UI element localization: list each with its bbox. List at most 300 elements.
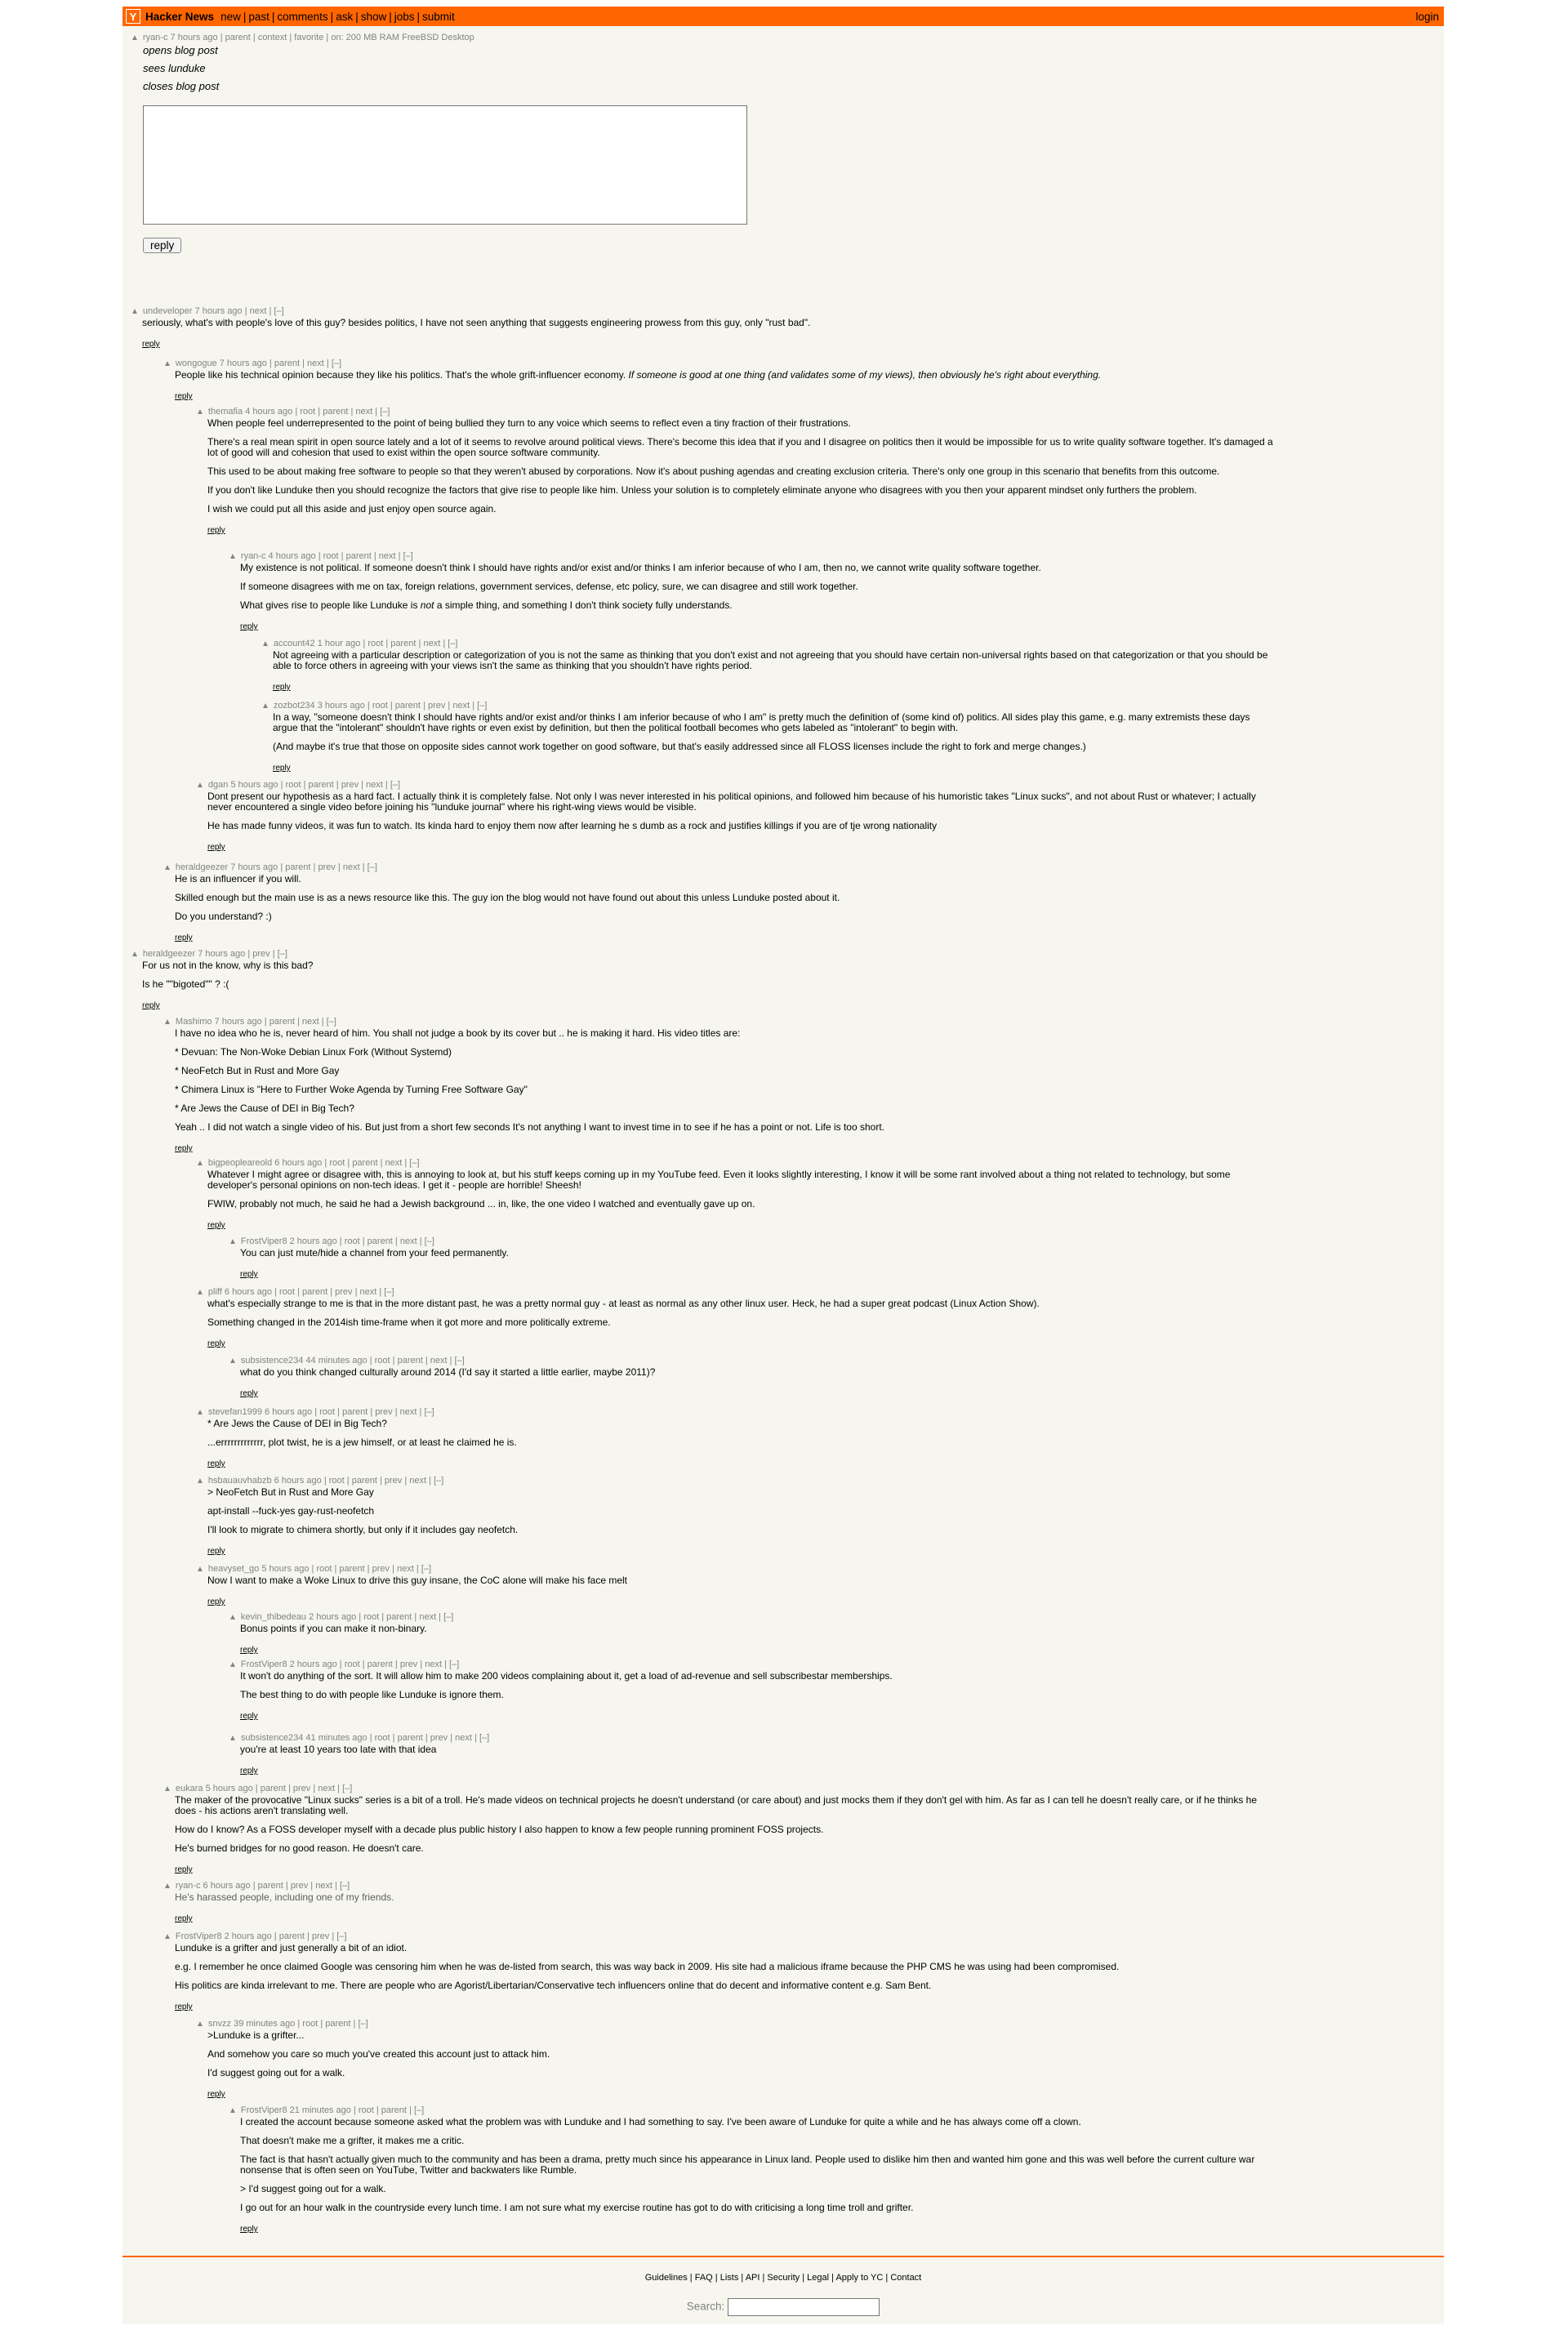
- reply-link[interactable]: reply: [273, 764, 291, 773]
- comment-text: >Lunduke is a grifter...: [207, 2029, 305, 2041]
- comment-link-prev[interactable]: prev: [292, 1784, 311, 1793]
- reply-link[interactable]: reply: [207, 1339, 225, 1348]
- comment-text: I'll look to migrate to chimera shortly, but only if it includes gay neofetch.: [207, 1524, 519, 1535]
- reply-link[interactable]: reply: [207, 1597, 225, 1606]
- comment: [229, 1354, 1274, 1398]
- reply-row: [207, 1544, 1274, 1556]
- comment-link-parent[interactable]: parent: [351, 1476, 377, 1486]
- footer-link-contact[interactable]: Contact: [890, 2273, 922, 2283]
- comment-link-next[interactable]: next: [399, 1236, 417, 1246]
- reply-link[interactable]: reply: [240, 1270, 258, 1279]
- comment-age[interactable]: 7 hours ago: [214, 1017, 262, 1027]
- comment-link-prev[interactable]: prev: [311, 1931, 330, 1941]
- nav-link-show[interactable]: show: [360, 10, 387, 23]
- footer-link-api[interactable]: API: [745, 2273, 760, 2283]
- comment-user[interactable]: FrostViper8: [240, 2105, 287, 2115]
- footer-link-apply-to-yc[interactable]: Apply to YC: [835, 2273, 884, 2283]
- reply-textarea[interactable]: [143, 105, 747, 225]
- reply-row: [207, 1218, 1274, 1230]
- comment-text: People like his technical opinion because they like his politics. That's the whole grift-influencer economy. If someone is good at one thing (and validates some of my views), then obviously he's right about everything.: [175, 369, 1102, 381]
- footer-link-lists[interactable]: Lists: [719, 2273, 739, 2283]
- reply-row: [175, 1862, 1274, 1874]
- comment-user[interactable]: heraldgeezer: [175, 862, 229, 872]
- reply-link[interactable]: reply: [175, 1144, 193, 1153]
- upvote-arrow-icon[interactable]: ▲: [131, 950, 139, 959]
- nav-link-new[interactable]: new: [220, 10, 241, 23]
- collapse-toggle[interactable]: [–]: [380, 407, 390, 417]
- footer-link-security[interactable]: Security: [767, 2273, 800, 2283]
- upvote-arrow-icon[interactable]: ▲: [196, 1159, 204, 1168]
- comment-link-prev[interactable]: prev: [290, 1881, 309, 1891]
- comment-link-prev[interactable]: prev: [318, 862, 336, 872]
- collapse-toggle[interactable]: [–]: [336, 1931, 347, 1941]
- comment-link-next[interactable]: next: [378, 551, 396, 561]
- comment-link-next[interactable]: next: [425, 1660, 443, 1669]
- collapse-toggle[interactable]: [–]: [342, 1784, 353, 1793]
- comment-age[interactable]: 44 minutes ago: [305, 1356, 368, 1365]
- upvote-arrow-icon[interactable]: ▲: [196, 2020, 204, 2029]
- comment-age[interactable]: 5 hours ago: [261, 1564, 310, 1574]
- comment-link-parent[interactable]: parent: [274, 359, 301, 368]
- upvote-arrow-icon[interactable]: ▲: [131, 33, 139, 42]
- collapse-toggle[interactable]: [–]: [421, 1564, 431, 1574]
- comment-body: [163, 370, 1274, 401]
- reply-row: [207, 2087, 1274, 2099]
- reply-link[interactable]: reply: [175, 2003, 193, 2011]
- upvote-arrow-icon[interactable]: ▲: [261, 639, 270, 648]
- comment-link-parent[interactable]: parent: [367, 1236, 393, 1246]
- search-input[interactable]: [728, 2298, 880, 2316]
- comment-link-parent[interactable]: parent: [397, 1356, 423, 1365]
- comment-text: There's a real mean spirit in open source lately and a lot of it seems to revolve around political views. There's become this idea that if you and I disagree on politics then it would be impossible for us to write quality software together. It's damaged a lot of good will and cohesion that used to exist within the open source software community.: [207, 436, 1273, 458]
- comment-age[interactable]: 7 hours ago: [219, 359, 267, 368]
- upvote-arrow-icon[interactable]: ▲: [196, 781, 204, 790]
- comment-text: * Chimera Linux is "Here to Further Woke Agenda by Turning Free Software Gay": [175, 1084, 528, 1095]
- site-name-link[interactable]: Hacker News: [145, 10, 215, 23]
- comment-link-next[interactable]: next: [366, 780, 383, 790]
- comment-user[interactable]: heavyset_go: [207, 1564, 260, 1574]
- comment-age[interactable]: 6 hours ago: [203, 1881, 251, 1891]
- comment-link-prev[interactable]: prev: [335, 1287, 353, 1297]
- comment-link-root[interactable]: root: [344, 1660, 360, 1669]
- comment-text: The fact is that hasn't actually given much to the community and has been a drama, pretty much since his appearance in Linux land. People used to dislike him then and wanted him gone and this was well before the current culture war nonsense that is often seen on YouTube, Twitter and backwaters like Rumble.: [240, 2154, 1255, 2176]
- comment-link-prev[interactable]: prev: [372, 1564, 390, 1574]
- reply-link[interactable]: reply: [207, 1459, 225, 1468]
- comment: [196, 1285, 1274, 1348]
- comment-age[interactable]: 5 hours ago: [205, 1784, 253, 1793]
- comment-header: ▲ heraldgeezer 7 hours ago | parent | prev | next | [–]: [163, 862, 377, 872]
- comment-user[interactable]: pliff: [207, 1287, 222, 1297]
- comment-link-parent[interactable]: parent: [301, 1287, 328, 1297]
- collapse-toggle[interactable]: [–]: [277, 949, 287, 959]
- upvote-arrow-icon[interactable]: ▲: [163, 1932, 172, 1941]
- nav-link-comments[interactable]: comments: [277, 10, 328, 23]
- reply-link[interactable]: reply: [207, 843, 225, 852]
- reply-row: [175, 1999, 1274, 2011]
- comment: [229, 550, 1274, 631]
- upvote-arrow-icon[interactable]: ▲: [131, 307, 139, 316]
- comment-text: Do you understand? :): [175, 911, 272, 922]
- comment-age[interactable]: 5 hours ago: [230, 780, 278, 790]
- collapse-toggle[interactable]: [–]: [448, 639, 458, 648]
- comment-link-parent[interactable]: parent: [323, 407, 349, 417]
- comment-user[interactable]: zozbot234: [273, 701, 315, 711]
- comment-link-prev[interactable]: prev: [375, 1407, 393, 1417]
- comment-link-root[interactable]: root: [328, 1476, 345, 1486]
- comment-link-root[interactable]: root: [285, 780, 301, 790]
- comment-user[interactable]: account42: [273, 639, 315, 648]
- comment-user[interactable]: bigpeopleareold: [207, 1158, 273, 1168]
- reply-link[interactable]: reply: [207, 1221, 225, 1230]
- upvote-arrow-icon[interactable]: ▲: [229, 2106, 237, 2115]
- comment-text: How do I know? As a FOSS developer myself with a decade plus public history I also happen to know a few people running prominent FOSS projects.: [175, 1824, 824, 1835]
- comment-text: what do you think changed culturally around 2014 (I'd say it started a little earlier, maybe 2011)?: [240, 1366, 656, 1378]
- reply-link[interactable]: reply: [207, 526, 225, 535]
- reply-link[interactable]: reply: [175, 1914, 193, 1923]
- comment-age[interactable]: 7 hours ago: [230, 862, 278, 872]
- comment-user[interactable]: FrostViper8: [240, 1236, 287, 1246]
- collapse-toggle[interactable]: [–]: [443, 1612, 454, 1622]
- comment-link-next[interactable]: next: [249, 306, 267, 316]
- comment: [196, 1562, 1274, 1606]
- comment-age[interactable]: 1 hour ago: [317, 639, 361, 648]
- footer-link-faq[interactable]: FAQ: [694, 2273, 713, 2283]
- comment-header: ▲ pliff 6 hours ago | root | parent | prev | next | [–]: [196, 1287, 394, 1297]
- comment-link-next[interactable]: next: [359, 1287, 377, 1297]
- upvote-arrow-icon[interactable]: ▲: [229, 1613, 237, 1622]
- collapse-toggle[interactable]: [–]: [434, 1476, 444, 1486]
- comment-link-root[interactable]: root: [368, 639, 384, 648]
- comment-body: [163, 874, 1274, 942]
- comment-header: ▲ themafia 4 hours ago | root | parent | next | [–]: [196, 407, 390, 417]
- comment-link-parent[interactable]: parent: [345, 551, 372, 561]
- comment-link-root[interactable]: root: [319, 1407, 336, 1417]
- reply-link[interactable]: reply: [175, 392, 193, 401]
- comment-link-root[interactable]: root: [372, 701, 388, 711]
- upvote-arrow-icon[interactable]: ▲: [196, 408, 204, 417]
- comment-body: [163, 1795, 1274, 1874]
- reply-row: [240, 1763, 1274, 1775]
- comment-link-next[interactable]: next: [455, 1733, 472, 1743]
- nav-link-past[interactable]: past: [248, 10, 270, 23]
- upvote-arrow-icon[interactable]: ▲: [229, 552, 237, 561]
- comment-link-next[interactable]: next: [385, 1158, 403, 1168]
- comment-link-root[interactable]: root: [358, 2105, 374, 2115]
- comment-header: ▲ dgan 5 hours ago | root | parent | prev | next | [–]: [196, 780, 401, 790]
- footer-link-legal[interactable]: Legal: [807, 2273, 830, 2283]
- comment-link-next[interactable]: next: [452, 701, 470, 711]
- comment-body: [261, 712, 1274, 773]
- comment-link-parent[interactable]: parent: [390, 639, 416, 648]
- comment-link-parent[interactable]: parent: [367, 1660, 393, 1669]
- comment-user[interactable]: FrostViper8: [240, 1660, 287, 1669]
- comment-link-context[interactable]: context: [257, 33, 287, 42]
- collapse-toggle[interactable]: [–]: [477, 701, 488, 711]
- upvote-arrow-icon[interactable]: ▲: [229, 1734, 237, 1743]
- comment-text: (And maybe it's true that those on opposite sides cannot work together on good software, but that's easily addressed since all FLOSS licenses include the right to fork and merge changes.): [273, 741, 1086, 752]
- comment-link-root[interactable]: root: [300, 407, 316, 417]
- collapse-toggle[interactable]: [–]: [358, 2019, 368, 2029]
- comment-header: ▲ undeveloper 7 hours ago | next | [–]: [131, 306, 284, 316]
- comment-link-next[interactable]: next: [430, 1356, 448, 1365]
- reply-row: [175, 930, 1274, 942]
- comment-text: My existence is not political. If someone doesn't think I should have rights and/or exist and/or thinks I am inferior because of who I am, then no, we cannot write quality software together.: [240, 562, 1041, 573]
- comment-header: ▲ ryan-c 4 hours ago | root | parent | next | [–]: [229, 551, 413, 561]
- reply-row: [240, 1267, 1274, 1279]
- comment-age[interactable]: 6 hours ago: [265, 1407, 313, 1417]
- comment-link-next[interactable]: next: [409, 1476, 427, 1486]
- upvote-arrow-icon[interactable]: ▲: [196, 1477, 204, 1486]
- reply-link[interactable]: reply: [207, 2090, 225, 2099]
- nav-link-jobs[interactable]: jobs: [394, 10, 415, 23]
- comment-user[interactable]: snvzz: [207, 2019, 232, 2029]
- comment-user[interactable]: ryan-c: [142, 33, 168, 42]
- comment-header: ▲ bigpeopleareold 6 hours ago | root | parent | next | [–]: [196, 1158, 420, 1168]
- login-link[interactable]: login: [1415, 10, 1439, 23]
- comment-link-parent[interactable]: parent: [325, 2019, 351, 2029]
- comment-text: you're at least 10 years too late with that idea: [240, 1744, 437, 1755]
- comment-link-root[interactable]: root: [329, 1158, 345, 1168]
- comment-user[interactable]: eukara: [175, 1784, 203, 1793]
- comment-link-root[interactable]: root: [344, 1236, 360, 1246]
- comment-user[interactable]: undeveloper: [142, 306, 193, 316]
- collapse-toggle[interactable]: [–]: [274, 306, 284, 316]
- nav-separator: |: [416, 10, 421, 23]
- comment-age[interactable]: 3 hours ago: [317, 701, 365, 711]
- footer-link-guidelines[interactable]: Guidelines: [644, 2273, 688, 2283]
- comment-link-prev[interactable]: prev: [430, 1733, 448, 1743]
- comment-link-next[interactable]: next: [399, 1407, 417, 1417]
- comment-text: [240, 600, 1274, 611]
- comment-user[interactable]: wongogue: [175, 359, 217, 368]
- comment-link-next[interactable]: next: [342, 862, 360, 872]
- comment-user[interactable]: hsbauauvhabzb: [207, 1476, 272, 1486]
- comment-link-root[interactable]: root: [316, 1564, 332, 1574]
- reply-link[interactable]: reply: [240, 1389, 258, 1398]
- comment-link-root[interactable]: root: [363, 1612, 380, 1622]
- comment-link-prev[interactable]: prev: [427, 701, 446, 711]
- comment-link-root[interactable]: root: [374, 1356, 390, 1365]
- comment-body: [196, 1169, 1274, 1230]
- focus-line: opens blog post: [143, 44, 218, 56]
- comment-age[interactable]: 2 hours ago: [309, 1612, 357, 1622]
- upvote-arrow-icon[interactable]: ▲: [163, 1018, 172, 1027]
- upvote-arrow-icon[interactable]: ▲: [261, 702, 270, 711]
- comment: [196, 778, 1274, 852]
- reply-link[interactable]: reply: [175, 1865, 193, 1874]
- comment-text: > I'd suggest going out for a walk.: [240, 2183, 386, 2194]
- comment-user[interactable]: subsistence234: [240, 1356, 304, 1365]
- upvote-arrow-icon[interactable]: ▲: [229, 1357, 237, 1365]
- comment-link-parent[interactable]: parent: [278, 1931, 305, 1941]
- reply-row: [175, 1141, 1274, 1153]
- comment-age[interactable]: 6 hours ago: [274, 1476, 322, 1486]
- comment-link-root[interactable]: root: [374, 1733, 390, 1743]
- comment-link-root[interactable]: root: [302, 2019, 318, 2029]
- comment-user[interactable]: Mashimo: [175, 1017, 212, 1027]
- comment-user[interactable]: themafia: [207, 407, 243, 417]
- nav-link-ask[interactable]: ask: [336, 10, 354, 23]
- reply-link[interactable]: reply: [273, 683, 291, 692]
- comment-text: Not agreeing with a particular description or categorization of you is not the same as thinking that you don't exist and not agreeing that you should have certain non-universal rights based on that categorization or that you should be able to force others in agreeing with your views isn't the same as thinking that you shouldn't have rights period.: [273, 649, 1268, 671]
- comment-link-parent[interactable]: parent: [381, 2105, 407, 2115]
- comment-link-parent[interactable]: parent: [386, 1612, 412, 1622]
- comment-link-parent[interactable]: parent: [342, 1407, 368, 1417]
- collapse-toggle[interactable]: [–]: [479, 1733, 490, 1743]
- collapse-toggle[interactable]: [–]: [454, 1356, 465, 1365]
- comment-age[interactable]: 7 hours ago: [198, 949, 246, 959]
- comment-link-next[interactable]: next: [423, 639, 441, 648]
- collapse-toggle[interactable]: [–]: [390, 780, 401, 790]
- collapse-toggle[interactable]: [–]: [339, 1881, 350, 1891]
- upvote-arrow-icon[interactable]: ▲: [229, 1660, 237, 1669]
- reply-row: [240, 619, 1274, 631]
- comment-link-parent[interactable]: parent: [285, 862, 311, 872]
- reply-link[interactable]: reply: [207, 1547, 225, 1556]
- comment-age[interactable]: 7 hours ago: [170, 33, 218, 42]
- comment-link-next[interactable]: next: [355, 407, 373, 417]
- comment: [261, 699, 1274, 773]
- reply-link[interactable]: reply: [240, 1712, 258, 1721]
- comment-text: I have no idea who he is, never heard of him. You shall not judge a book by its cover but .. he is making it hard. His video titles are:: [175, 1027, 741, 1039]
- upvote-arrow-icon[interactable]: ▲: [196, 1565, 204, 1574]
- comment-user[interactable]: stevefan1999: [207, 1407, 262, 1417]
- story-title-link[interactable]: on: 200 MB RAM FreeBSD Desktop: [331, 33, 474, 42]
- comment-user[interactable]: ryan-c: [175, 1881, 201, 1891]
- upvote-arrow-icon[interactable]: ▲: [196, 1408, 204, 1417]
- top-bar: [122, 7, 1444, 26]
- comment: [163, 1930, 1274, 2011]
- focus-comment-text: [131, 44, 1444, 92]
- comment-link-parent[interactable]: parent: [225, 33, 251, 42]
- comment-link-next[interactable]: next: [396, 1564, 414, 1574]
- comment-text: That doesn't make me a grifter, it makes me a critic.: [240, 2135, 465, 2146]
- comment-text: This used to be about making free software to people so that they weren't abused by corporations. Now it's about pushing agendas and creating exclusion criteria. There's only one group in this scenario that benefits from this outcome.: [207, 466, 1220, 477]
- comment-user[interactable]: heraldgeezer: [142, 949, 196, 959]
- nav-separator: |: [330, 10, 334, 23]
- collapse-toggle[interactable]: [–]: [413, 2105, 425, 2115]
- comment: [163, 861, 1274, 942]
- comment-age[interactable]: 41 minutes ago: [305, 1733, 368, 1743]
- comment: [196, 1474, 1274, 1556]
- comment-link-parent[interactable]: parent: [308, 780, 334, 790]
- comment-age[interactable]: 2 hours ago: [289, 1236, 337, 1246]
- comment-text: Now I want to make a Woke Linux to drive this guy insane, the CoC alone will make his face melt: [207, 1575, 628, 1586]
- comment-text: seriously, what's with people's love of this guy? besides politics, I have not seen anything that suggests engineering prowess from this guy, only "rust bad".: [142, 317, 811, 328]
- comment-age[interactable]: 4 hours ago: [268, 551, 316, 561]
- comment-user[interactable]: ryan-c: [240, 551, 266, 561]
- comment-link-parent[interactable]: parent: [339, 1564, 365, 1574]
- comment-link-root[interactable]: root: [323, 551, 339, 561]
- hn-logo-icon[interactable]: Y: [126, 9, 140, 24]
- comment-link-root[interactable]: root: [278, 1287, 295, 1297]
- nav-separator: |: [389, 10, 392, 23]
- collapse-toggle[interactable]: [–]: [424, 1407, 434, 1417]
- reply-link[interactable]: reply: [240, 622, 258, 631]
- comment-user[interactable]: FrostViper8: [175, 1931, 222, 1941]
- comment-age[interactable]: 6 hours ago: [224, 1287, 272, 1297]
- collapse-toggle[interactable]: [–]: [424, 1236, 434, 1246]
- reply-button[interactable]: reply: [143, 238, 181, 253]
- collapse-toggle[interactable]: [–]: [367, 862, 377, 872]
- comment-link-next[interactable]: next: [315, 1881, 332, 1891]
- comment-link-parent[interactable]: parent: [394, 701, 421, 711]
- comment-link-next[interactable]: next: [307, 359, 324, 368]
- upvote-arrow-icon[interactable]: ▲: [163, 1784, 172, 1793]
- comment-link-next[interactable]: next: [419, 1612, 437, 1622]
- comment-link-parent[interactable]: parent: [397, 1733, 423, 1743]
- comment-age[interactable]: 2 hours ago: [224, 1931, 272, 1941]
- nav-link-submit[interactable]: submit: [422, 10, 455, 23]
- comment-user[interactable]: kevin_thibedeau: [240, 1612, 307, 1622]
- comment-body: [196, 1575, 1274, 1606]
- comment-link-prev[interactable]: prev: [384, 1476, 403, 1486]
- reply-link[interactable]: reply: [142, 340, 160, 349]
- comment-user[interactable]: dgan: [207, 780, 229, 790]
- comment-link-parent[interactable]: parent: [352, 1158, 378, 1168]
- reply-link[interactable]: reply: [142, 1001, 160, 1010]
- comment-text: It won't do anything of the sort. It will allow him to make 200 videos complaining about it, get a load of ad-revenue and sell subscribestar memberships.: [240, 1670, 893, 1682]
- comment-link-prev[interactable]: prev: [341, 780, 359, 790]
- comment-link-favorite[interactable]: favorite: [294, 33, 324, 42]
- comment-link-prev[interactable]: prev: [252, 949, 270, 959]
- comment-header: ▲ subsistence234 41 minutes ago | root | parent | prev | next | [–]: [229, 1733, 490, 1743]
- comment-header: [131, 31, 1444, 44]
- collapse-toggle[interactable]: [–]: [384, 1287, 394, 1297]
- comment-body: [163, 1028, 1274, 1153]
- comment-body: [163, 1892, 1274, 1923]
- comment-text: Lunduke is a grifter and just generally a bit of an idiot.: [175, 1942, 408, 1954]
- collapse-toggle[interactable]: [–]: [331, 359, 342, 368]
- upvote-arrow-icon[interactable]: ▲: [163, 1882, 172, 1891]
- upvote-arrow-icon[interactable]: ▲: [229, 1237, 237, 1246]
- comment-link-next[interactable]: next: [301, 1017, 319, 1027]
- comment-user[interactable]: subsistence234: [240, 1733, 304, 1743]
- comment-age[interactable]: 6 hours ago: [274, 1158, 323, 1168]
- comment: [196, 1156, 1274, 1230]
- comment-age[interactable]: 7 hours ago: [194, 306, 243, 316]
- reply-link[interactable]: reply: [240, 1766, 258, 1775]
- upvote-arrow-icon[interactable]: ▲: [163, 863, 172, 872]
- collapse-toggle[interactable]: [–]: [403, 551, 413, 561]
- comment-age[interactable]: 4 hours ago: [245, 407, 293, 417]
- upvote-arrow-icon[interactable]: ▲: [163, 359, 172, 368]
- comment-text: Is he ""bigoted"" ? :(: [142, 978, 229, 990]
- comment-text: ...errrrrrrrrrrrr, plot twist, he is a jew himself, or at least he claimed he is.: [207, 1437, 517, 1448]
- comment-link-parent[interactable]: parent: [260, 1784, 286, 1793]
- comment-header: ▲ ryan-c 6 hours ago | parent | prev | next | [–]: [163, 1881, 350, 1891]
- comment-link-parent[interactable]: parent: [257, 1881, 283, 1891]
- comment-text: If someone disagrees with me on tax, foreign relations, government services, defense, etc policy, sure, we can disagree and still work together.: [240, 581, 858, 592]
- collapse-toggle[interactable]: [–]: [326, 1017, 336, 1027]
- comment-link-parent[interactable]: parent: [269, 1017, 295, 1027]
- upvote-arrow-icon[interactable]: ▲: [196, 1288, 204, 1297]
- comment-body: [131, 318, 1274, 349]
- reply-row: [240, 1642, 1274, 1655]
- comment-link-next[interactable]: next: [318, 1784, 336, 1793]
- comment-age[interactable]: 2 hours ago: [289, 1660, 337, 1669]
- comment-age[interactable]: 21 minutes ago: [289, 2105, 351, 2115]
- comment-age[interactable]: 39 minutes ago: [234, 2019, 296, 2029]
- comment-link-prev[interactable]: prev: [399, 1660, 418, 1669]
- reply-link[interactable]: reply: [240, 1646, 258, 1655]
- reply-link[interactable]: reply: [175, 933, 193, 942]
- focus-line: sees lunduke: [143, 62, 206, 74]
- collapse-toggle[interactable]: [–]: [409, 1158, 420, 1168]
- comment-body: [261, 650, 1274, 692]
- collapse-toggle[interactable]: [–]: [449, 1660, 460, 1669]
- reply-link[interactable]: reply: [240, 2225, 258, 2234]
